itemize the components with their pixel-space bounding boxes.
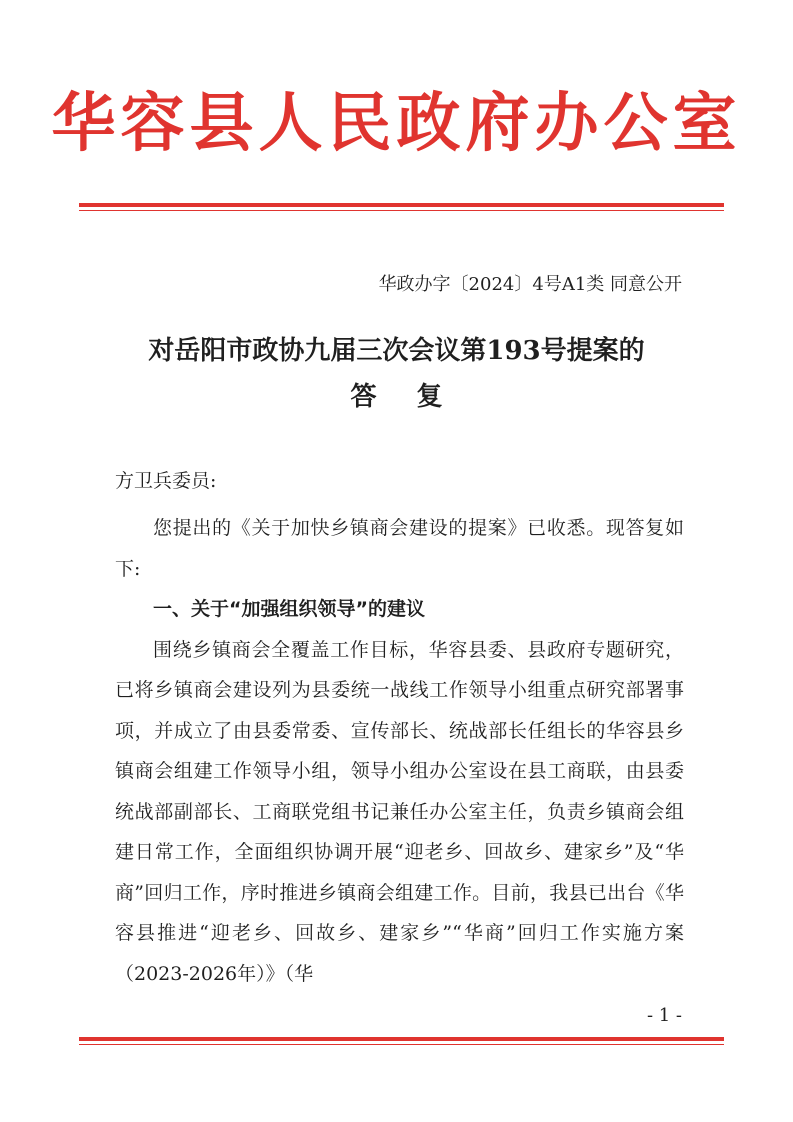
body-paragraph: 您提出的《关于加快乡镇商会建设的提案》已收悉。现答复如下: bbox=[115, 517, 684, 580]
page-number: - 1 - bbox=[646, 1005, 682, 1026]
salutation: 方卫兵委员: bbox=[115, 470, 217, 492]
document-title-line-2: 答复 bbox=[350, 382, 483, 412]
body-paragraph: 围绕乡镇商会全覆盖工作目标，华容县委、县政府专题研究，已将乡镇商会建设列为县委统一战线工作领导小组重点研究部署事项，并成立了由县委常委、宣传部长、统战部长任组长的华容县乡镇商会组建工作领导小组，领导小组办公室设在县工商联，由县委统战部副部长、工商联党组书记兼任办公室主任，负责乡镇商会组建日常工作，全面组织协调开展“迎老乡、回故乡、建家乡”及“华商”回归工作，序时推进乡镇商会组建工作。目前，我县已出台《华容县推进“迎老乡、回故乡、建家乡”“华商”回归工作实施方案（2023-2026年）》（华 bbox=[115, 638, 684, 985]
issuing-office-header: 华容县人民政府办公室 bbox=[51, 86, 742, 161]
document-title-line-1: 对岳阳市政协九届三次会议第193号提案的 bbox=[148, 336, 645, 366]
header-divider bbox=[79, 203, 724, 211]
document-body bbox=[115, 508, 684, 994]
footer-divider bbox=[79, 1037, 724, 1045]
section-heading: 一、关于“加强组织领导”的建议 bbox=[153, 598, 425, 620]
document-number: 华政办字〔2024〕4号A1类 同意公开 bbox=[378, 274, 682, 295]
